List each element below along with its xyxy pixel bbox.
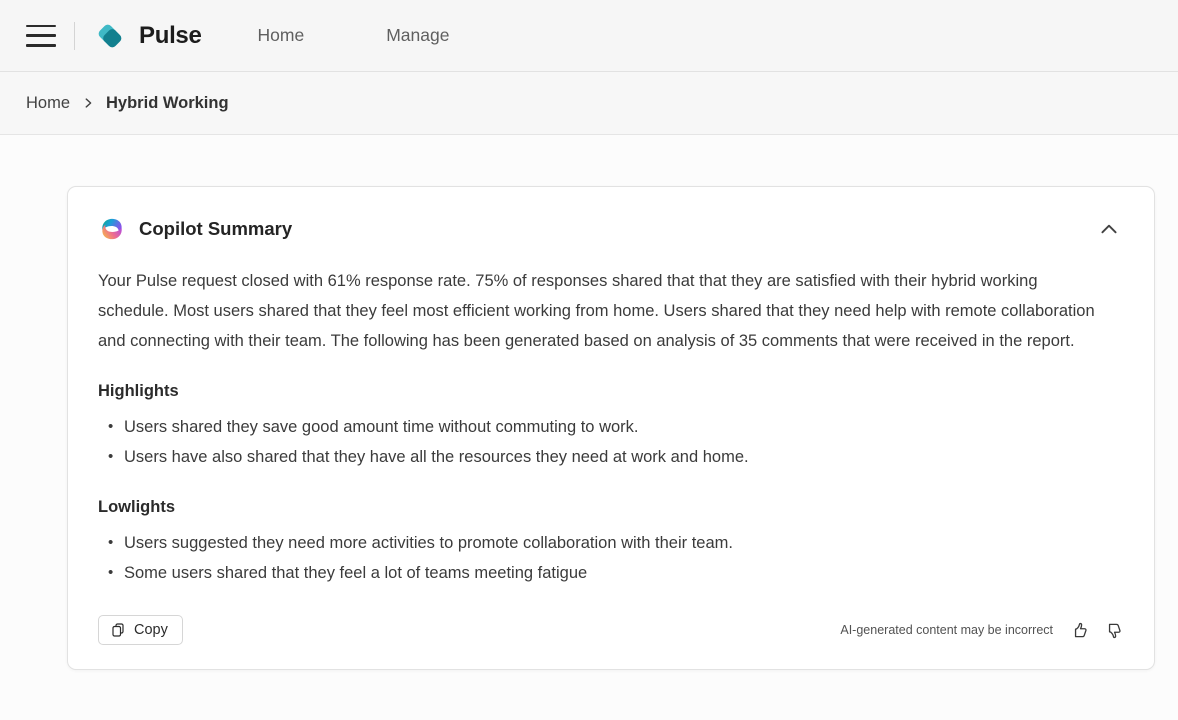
highlights-heading: Highlights	[98, 382, 179, 400]
lowlights-list	[98, 528, 1124, 588]
list-item: • Users have also shared that they have all the resources they need at work and home.	[98, 442, 1124, 472]
card-header	[98, 214, 1124, 244]
list-item: • Some users shared that they feel a lot of teams meeting fatigue	[98, 558, 1124, 588]
copy-button[interactable]	[98, 615, 183, 645]
footer-right	[840, 620, 1124, 641]
breadcrumb-current-page: Hybrid Working	[106, 93, 229, 112]
ai-disclaimer-text: AI-generated content may be incorrect	[840, 623, 1053, 637]
nav-divider	[74, 22, 75, 50]
hamburger-menu-icon[interactable]	[26, 25, 56, 47]
breadcrumb-home-link[interactable]: Home	[26, 93, 71, 112]
highlights-list	[98, 412, 1124, 472]
list-item: • Users suggested they need more activities to promote collaboration with their team.	[98, 528, 1124, 558]
breadcrumb	[0, 72, 1178, 135]
brand	[93, 19, 202, 53]
card-footer	[98, 615, 1124, 645]
copilot-summary-card	[67, 186, 1155, 670]
list-item: • Users shared they save good amount time without commuting to work.	[98, 412, 1124, 442]
copy-button-label: Copy	[134, 622, 168, 638]
copilot-icon	[98, 215, 126, 243]
lowlights-heading: Lowlights	[98, 498, 175, 516]
brand-name: Pulse	[139, 21, 202, 49]
nav-links	[258, 25, 450, 46]
chevron-right-icon	[81, 96, 95, 110]
pulse-logo-icon	[93, 19, 127, 53]
copy-icon	[110, 622, 126, 638]
thumbs-down-icon[interactable]	[1103, 620, 1124, 641]
card-title: Copilot Summary	[139, 218, 293, 239]
nav-item-home[interactable]: Home	[257, 25, 305, 45]
summary-paragraph: Your Pulse request closed with 61% response rate. 75% of responses shared that that they are satisfied with their hybrid working schedule. Most users shared that they feel most efficient working from home. Users shared that they need help with remote collaboration and connecting with their team. The following has been generated based on analysis of 35 comments that were received in the report.	[98, 272, 1095, 350]
nav-item-manage[interactable]: Manage	[386, 25, 450, 45]
main-content	[0, 135, 1178, 670]
top-navigation	[0, 0, 1178, 72]
thumbs-up-icon[interactable]	[1069, 620, 1090, 641]
collapse-chevron-up-icon[interactable]	[1094, 214, 1124, 244]
